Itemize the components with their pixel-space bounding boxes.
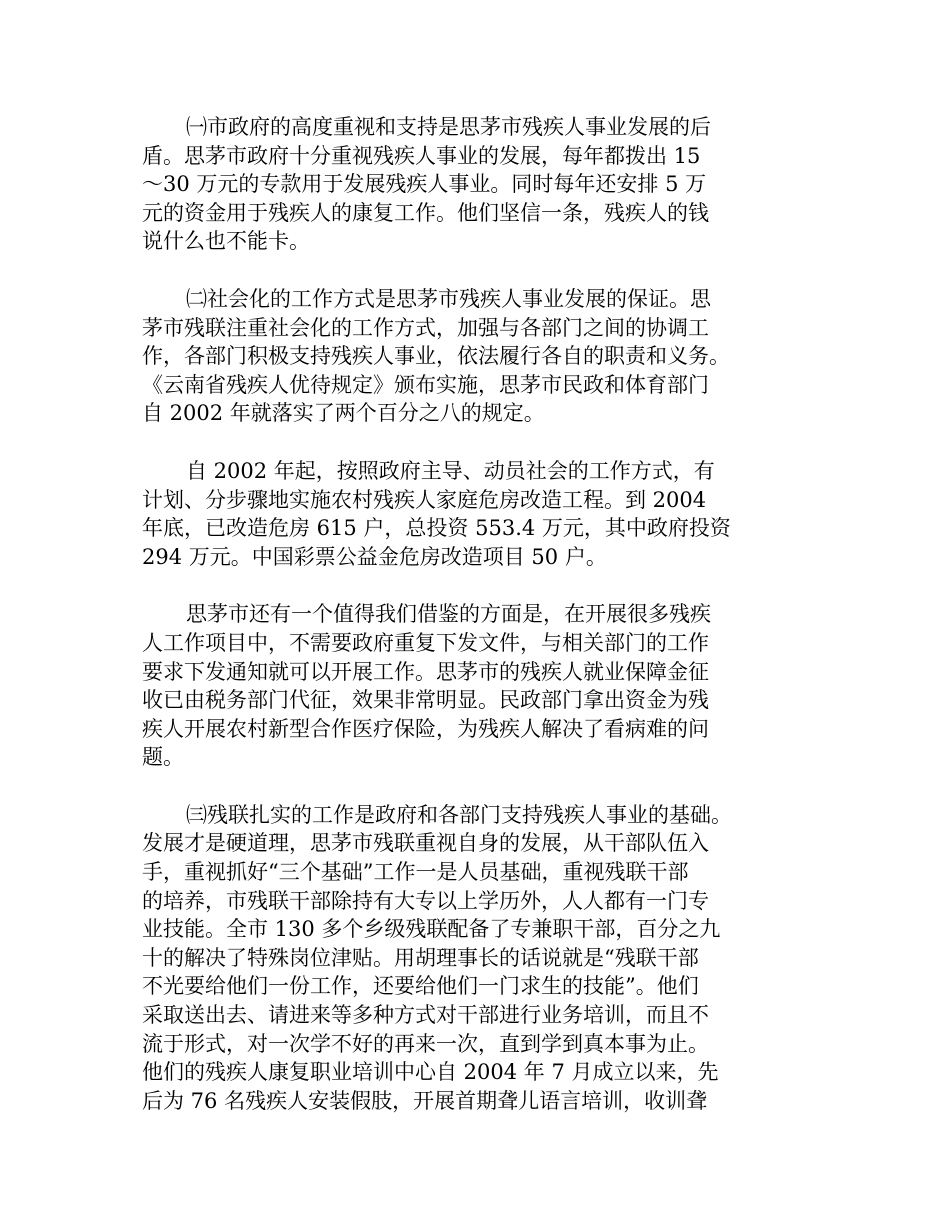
paragraph-4 (142, 600, 832, 772)
text-line: 294 万元。中国彩票公益金危房改造项目 50 户。 (142, 544, 607, 569)
text-line: 茅市残联注重社会化的工作方式，加强与各部门之间的协调工 (142, 315, 709, 340)
text-line: 元的资金用于残疾人的康复工作。他们坚信一条，残疾人的钱 (142, 200, 709, 225)
paragraph-1 (142, 113, 832, 256)
paragraph-2 (142, 285, 832, 428)
text-line: 自 2002 年起，按照政府主导、动员社会的工作方式，有 (186, 458, 715, 483)
text-line: 不光要给他们一份工作，还要给他们一门求生的技能”。他们 (142, 974, 699, 999)
text-line: 年底，已改造危房 615 户，总投资 553.4 万元，其中政府投资 (142, 516, 731, 541)
text-line: 后为 76 名残疾人安装假肢，开展首期聋儿语言培训，收训聋 (142, 1088, 708, 1113)
text-line: ㈢残联扎实的工作是政府和各部门支持残疾人事业的基础。 (186, 802, 732, 827)
text-line: 十的解决了特殊岗位津贴。用胡理事长的话说就是“残联干部 (142, 945, 699, 970)
document-page (142, 113, 832, 1144)
text-line: 的培养，市残联干部除持有大专以上学历外，人人都有一门专 (142, 888, 709, 913)
text-line: 作，各部门积极支持残疾人事业，依法履行各自的职责和义务。 (142, 344, 730, 369)
text-line: 疾人开展农村新型合作医疗保险，为残疾人解决了看病难的问 (142, 716, 709, 741)
text-line: 盾。思茅市政府十分重视残疾人事业的发展，每年都拨出 15 (142, 143, 701, 168)
text-line: 自 2002 年就落实了两个百分之八的规定。 (142, 401, 545, 426)
text-line: 他们的残疾人康复职业培训中心自 2004 年 7 月成立以来，先 (142, 1060, 719, 1085)
text-line: 业技能。全市 130 多个乡级残联配备了专兼职干部，百分之九 (142, 917, 721, 942)
text-line: 流于形式，对一次学不好的再来一次，直到学到真本事为止。 (142, 1031, 709, 1056)
text-line: ～30 万元的专款用于发展残疾人事业。同时每年还安排 5 万 (142, 172, 707, 197)
text-line: ㈠市政府的高度重视和支持是思茅市残疾人事业发展的后 (186, 115, 711, 139)
text-line: 题。 (142, 745, 184, 770)
text-line: 思茅市还有一个值得我们借鉴的方面是，在开展很多残疾 (186, 602, 711, 627)
text-line: 人工作项目中，不需要政府重复下发文件，与相关部门的工作 (142, 630, 709, 655)
paragraph-3 (142, 457, 832, 571)
text-line: 《云南省残疾人优待规定》颁布实施，思茅市民政和体育部门 (142, 372, 709, 397)
text-line: 要求下发通知就可以开展工作。思茅市的残疾人就业保障金征 (142, 659, 709, 684)
text-line: ㈡社会化的工作方式是思茅市残疾人事业发展的保证。思 (186, 286, 711, 311)
text-line: 采取送出去、请进来等多种方式对干部进行业务培训，而且不 (142, 1003, 709, 1028)
paragraph-5 (142, 801, 832, 1116)
text-line: 计划、分步骤地实施农村残疾人家庭危房改造工程。到 2004 (142, 487, 707, 512)
text-line: 发展才是硬道理，思茅市残联重视自身的发展，从干部队伍入 (142, 831, 709, 856)
text-line: 收已由税务部门代征，效果非常明显。民政部门拿出资金为残 (142, 688, 709, 713)
text-line: 手，重视抓好“三个基础”工作一是人员基础，重视残联干部 (142, 860, 689, 885)
text-line: 说什么也不能卡。 (142, 229, 310, 254)
